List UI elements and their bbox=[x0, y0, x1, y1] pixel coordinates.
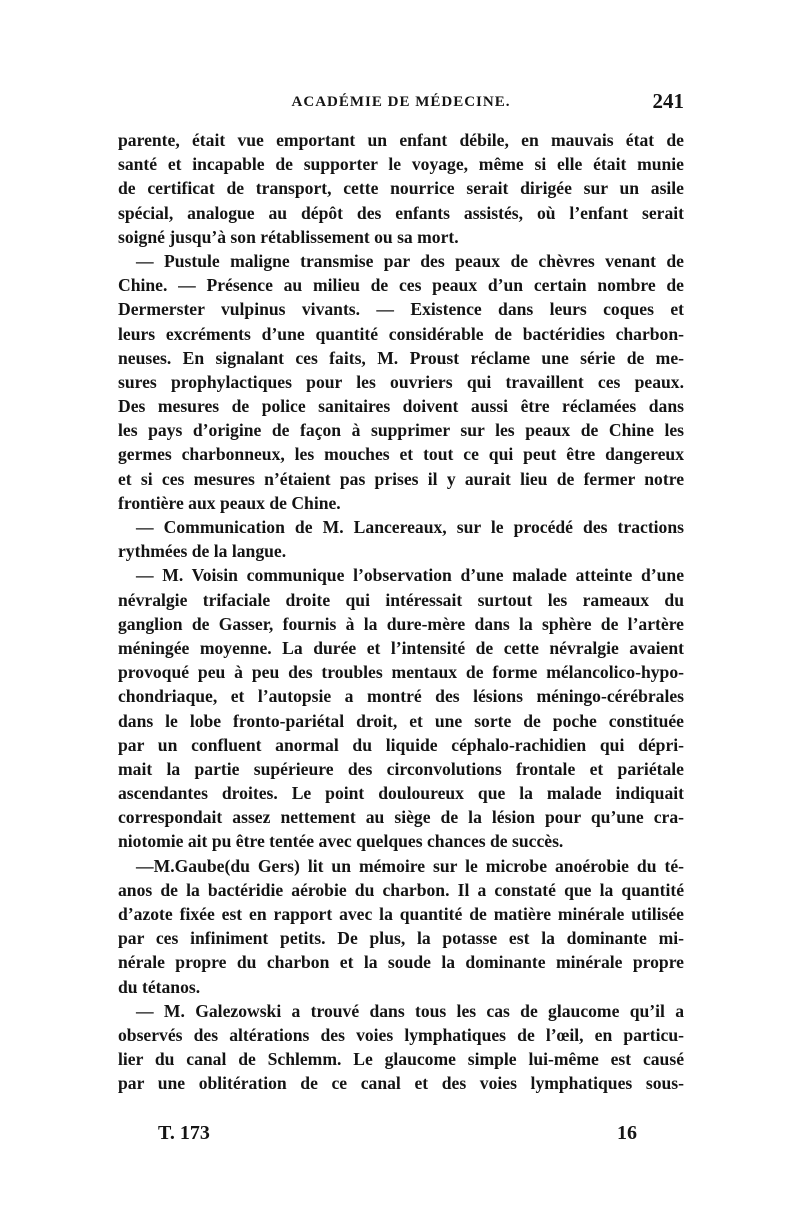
text-line: rythmées de la langue. bbox=[118, 541, 287, 562]
text-line: névralgie trifaciale droite qui intéressait surtout les rameaux du bbox=[118, 589, 684, 610]
text-line: sures prophylactiques pour les ouvriers qui travaillent ces peaux. bbox=[118, 371, 684, 392]
text-line: les pays d’origine de façon à supprimer sur les peaux de Chine les bbox=[118, 420, 684, 441]
signature-mark: T. 173 bbox=[158, 1122, 210, 1144]
text-line: niotomie ait pu être tentée avec quelques chances de succès. bbox=[118, 831, 564, 852]
text-line: — M. Voisin communique l’observation d’une malade atteinte d’une bbox=[136, 565, 684, 586]
body-text bbox=[118, 128, 684, 1096]
page-number: 241 bbox=[652, 89, 684, 113]
text-line: — Pustule maligne transmise par des peaux de chèvres venant de bbox=[136, 250, 684, 271]
text-line: santé et incapable de supporter le voyage, même si elle était munie bbox=[118, 154, 684, 175]
text-line: dans le lobe fronto-pariétal droit, et une sorte de poche constituée bbox=[118, 710, 684, 731]
text-line: germes charbonneux, les mouches et tout ce qui peut être dangereux bbox=[118, 444, 684, 465]
text-line: Dermerster vulpinus vivants. — Existence dans leurs coques et bbox=[118, 299, 684, 320]
text-line: Des mesures de police sanitaires doivent aussi être réclamées dans bbox=[118, 396, 684, 417]
text-line: chondriaque, et l’autopsie a montré des lésions méningo-cérébrales bbox=[118, 686, 684, 707]
text-line: frontière aux peaux de Chine. bbox=[118, 492, 341, 513]
text-line: — Communication de M. Lancereaux, sur le procédé des tractions bbox=[136, 517, 684, 537]
text-line: mait la partie supérieure des circonvolutions frontale et pariétale bbox=[118, 758, 684, 779]
text-line: de certificat de transport, cette nourrice serait dirigée sur un asile bbox=[118, 178, 684, 199]
text-line: leurs excréments d’une quantité considérable de bactéridies charbon- bbox=[118, 323, 684, 344]
text-line: spécial, analogue au dépôt des enfants assistés, où l’enfant serait bbox=[118, 202, 684, 223]
signature-number: 16 bbox=[617, 1122, 637, 1144]
text-line: —M.Gaube(du Gers) lit un mémoire sur le microbe anoérobie du té- bbox=[136, 855, 684, 876]
text-line: nérale propre du charbon et la soude la dominante minérale propre bbox=[118, 952, 684, 973]
page-footer bbox=[118, 1122, 684, 1150]
text-line: correspondait assez nettement au siège de la lésion pour qu’une cra- bbox=[118, 807, 684, 828]
text-line: observés des altérations des voies lymphatiques de l’œil, en particu- bbox=[118, 1024, 684, 1045]
text-line: ascendantes droites. Le point douloureux que la malade indiquait bbox=[118, 783, 684, 804]
text-line: soigné jusqu’à son rétablissement ou sa mort. bbox=[118, 226, 459, 247]
running-head bbox=[118, 89, 684, 122]
running-title: ACADÉMIE DE MÉDECINE. bbox=[291, 94, 511, 110]
text-line: neuses. En signalant ces faits, M. Proust réclame une série de me- bbox=[118, 347, 684, 368]
text-line: — M. Galezowski a trouvé dans tous les cas de glaucome qu’il a bbox=[136, 1000, 684, 1021]
text-line: parente, était vue emportant un enfant débile, en mauvais état de bbox=[118, 130, 684, 150]
text-line: d’azote fixée est en rapport avec la quantité de matière minérale utilisée bbox=[118, 904, 684, 924]
text-line: provoqué peu à peu des troubles mentaux de forme mélancolico-hypo- bbox=[118, 662, 684, 683]
text-line: Chine. — Présence au milieu de ces peaux d’un certain nombre de bbox=[118, 275, 684, 296]
text-line: et si ces mesures n’étaient pas prises il y aurait lieu de fermer notre bbox=[118, 468, 684, 489]
text-line: lier du canal de Schlemm. Le glaucome simple lui-même est causé bbox=[118, 1049, 684, 1070]
text-line: par une oblitération de ce canal et des voies lymphatiques sous- bbox=[118, 1073, 684, 1094]
text-line: par un confluent anormal du liquide céphalo-rachidien qui dépri- bbox=[118, 734, 684, 755]
text-line: anos de la bactéridie aérobie du charbon. Il a constaté que la quantité bbox=[118, 879, 684, 900]
text-line: du tétanos. bbox=[118, 976, 201, 997]
text-line: méningée moyenne. La durée et l’intensité de cette névralgie avaient bbox=[118, 637, 684, 658]
text-line: ganglion de Gasser, fournis à la dure-mère dans la sphère de l’artère bbox=[118, 613, 684, 634]
text-line: par ces infiniment petits. De plus, la potasse est la dominante mi- bbox=[118, 928, 684, 949]
